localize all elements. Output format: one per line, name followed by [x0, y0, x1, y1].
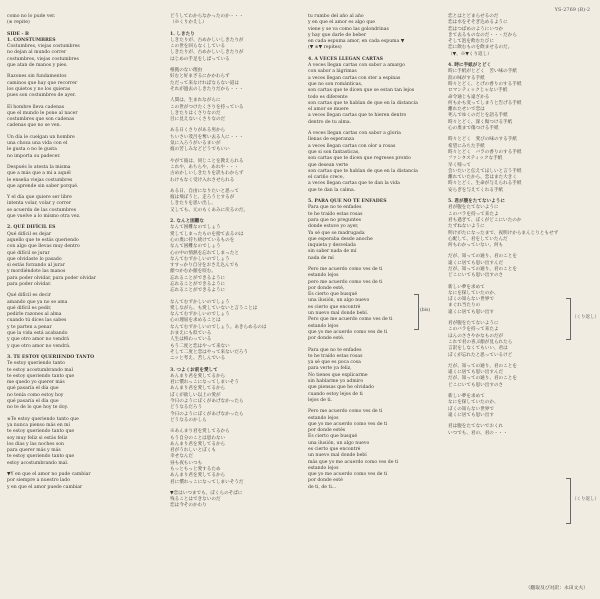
lyric-line: 君も過ぎて、ぼくがどこにいたのか	[448, 217, 522, 223]
lyric-line: そして二度と恋はやって来ないだろう	[170, 349, 249, 355]
song-title: 5. PARA QUE NO TE ENFADES	[308, 199, 387, 205]
lyric-line: なんて困難なのでしょう	[170, 244, 221, 250]
lyric-line: ▼Y en que el amor no pude cambiar	[7, 472, 91, 477]
lyric-line: しきたりが、古めかしいしきたりが	[170, 37, 244, 43]
lyric-line: que piensas que he olvidado	[308, 385, 374, 391]
lyric-line: 愛しながら、も愛していないと言うことは	[170, 305, 258, 311]
lyric-line: もっともっと愛するため	[170, 467, 221, 472]
lyric-line: no dejan al mundo correr	[7, 50, 67, 56]
lyric-line: con algo que llevas muy dentro	[7, 244, 80, 250]
song-title: 4. A VECES LLEGAN CARTAS	[308, 56, 383, 62]
lyric-line: 何もわかっていない、何も	[448, 243, 504, 249]
lyric-line: una choza una vida con el	[7, 141, 68, 147]
lyric-line: それが過去のしきたりだから・・・	[170, 86, 244, 92]
lyric-line: ぼくが欲しい以上の愛が	[170, 392, 221, 398]
lyric-line: estoy acostumbrando mal.	[7, 460, 69, 466]
lyric-line: que te dan la calma.	[308, 187, 356, 193]
lyric-line: どこにいても思い出すのさ	[448, 273, 504, 279]
lyric-line: costumbres, viejas costumbres	[7, 56, 79, 62]
lyric-line: 早く帰って	[448, 162, 471, 168]
lyric-line: no te de lo que hoy te doy.	[7, 405, 69, 411]
lyric-line: 幸せなんだ	[170, 454, 193, 460]
lyric-line: son cartas que te hablan de que en la distancia	[308, 168, 418, 174]
column-japanese-2	[448, 14, 593, 442]
lyric-line: Después lo atesta la misma	[7, 164, 71, 170]
lyric-line: 人間は、生まれながらに	[170, 98, 221, 104]
lyric-line: no importa su padecer.	[7, 153, 61, 159]
lyric-line: donde estuve yo ayer,	[308, 224, 359, 230]
lyric-line: だが、知っての通り、君のことを	[448, 266, 517, 272]
lyric-line: y hay que darle de beber	[308, 32, 367, 38]
lyric-line: son cartas que te dicen que se estan tan lejos	[308, 88, 415, 94]
song-title: 1. CONSTUMBRES	[7, 37, 56, 43]
repeat-label-1: （くり返し）	[572, 315, 599, 320]
stanza-gap	[170, 510, 298, 515]
lyric-line: sin hablarme yo admiro	[308, 379, 364, 385]
lyric-line: ある日くさりがある男から	[170, 128, 226, 134]
lyric-line: このバラを持って来たよ	[448, 211, 499, 217]
lyric-line: なんてむずかしいのでしょう	[170, 312, 230, 318]
lyric-line: una ilusión, un algo nuevo	[308, 440, 370, 446]
bis-label: (bis)	[420, 308, 431, 313]
lyric-line: どうなるだろう	[170, 405, 203, 411]
lyric-line: なにを探していたのか、	[448, 290, 499, 296]
lyric-line: Es cierto que busqué	[308, 434, 358, 440]
lyric-line: y te parten a penar	[7, 324, 52, 330]
lyric-line: es cierto que encontré	[308, 304, 361, 310]
lyric-line: 気に入ろうがいるまいが	[170, 141, 221, 147]
lyric-line: te estoy queriendo tanto que	[7, 373, 75, 379]
lyric-line: 恋はつばめのようにいつか	[448, 26, 504, 32]
lyric-line: 彼の苦しみなどどうでもいい	[170, 147, 230, 153]
lyric-line: 時々とどく 愛びの味のする手紙	[448, 137, 517, 143]
lyric-line: ぼくの知らない世界で	[448, 406, 494, 412]
lyric-line: 遠くに居ても思い出すんだ	[448, 260, 504, 266]
lyric-line: 心の奥まで傷つける手紙	[448, 126, 499, 132]
lyric-line: pero me acuerdo como ves de ti	[308, 279, 383, 285]
lyric-line: 君が腹をたてないように	[448, 321, 499, 327]
lyric-line: una ilusión, un algo nuevo	[308, 298, 370, 304]
lyric-line: (※ repite)	[7, 20, 30, 26]
lyric-line: ロマンティックじゃない手紙	[448, 88, 508, 94]
repeat-bracket-2	[566, 478, 571, 524]
lyric-line: estando lejos	[308, 465, 339, 471]
lyric-line: 離れていたから、恋はまた大きく	[448, 175, 517, 181]
lyric-line: 君がうれしいとぼくも	[170, 448, 216, 454]
lyric-line: dentro de tu alma.	[308, 119, 352, 125]
lyric-line: aquello que te estás queriendo	[7, 237, 79, 243]
lyric-line: すすっかり自分をおさえ込んでも	[170, 263, 239, 269]
lyric-line: ぼくが忘れたと思っているけど	[448, 352, 513, 358]
lyric-line: 目に見えないくさりなのだ	[170, 117, 226, 123]
stanza-gap	[308, 491, 436, 496]
lyric-line: 君に慣れっこになってしまいそうだ	[170, 479, 244, 485]
lyric-line: Ya sé que se madrugada	[308, 230, 365, 236]
lyric-line: 遠くに居ても思い出す	[448, 412, 494, 418]
lyric-line: 心の奥に持ち続けているものを	[170, 237, 235, 243]
lyric-line: 根拠のない理由	[170, 68, 203, 74]
lyric-line: por siempre a nuestro lado	[7, 478, 70, 484]
lyric-line: lejos de ti.	[308, 397, 333, 403]
lyric-line: de ti, de ti...	[308, 484, 337, 490]
lyric-line: inquieta y desvelada	[308, 243, 356, 249]
lyric-line: que desean verte	[308, 162, 349, 168]
lyric-line: やがて彼は、同じことを教えられる	[170, 158, 244, 164]
lyric-line: ※あんまり君を愛してるから	[170, 429, 230, 435]
bis-bracket	[414, 294, 419, 330]
lyric-line: que no son románticas,	[308, 81, 363, 87]
lyric-line: me quedo yo querer más	[7, 380, 65, 386]
lyric-line: A veces llegan cartas con sabor a gloria	[308, 131, 401, 137]
lyric-line: 忘れることができるように	[170, 275, 226, 281]
lyric-line: llenas de esperanza	[308, 137, 355, 143]
lyric-line: 忘れることができるように	[170, 281, 226, 287]
catalog-number: YS-2769 (B)-2	[554, 7, 590, 13]
stanza-gap	[448, 437, 593, 442]
lyric-line: もう二度と恋はやって来ない	[170, 343, 230, 349]
lyric-line: これで君の喜ぶ顔が見られたら	[448, 339, 513, 345]
lyric-line: viene y se va como las golondrinas	[308, 26, 389, 32]
lyric-line: por donde esté	[308, 478, 343, 484]
repeat-label-2: （くり返し）	[572, 497, 599, 502]
lyric-line: en cada espuma amor, en cada espuma ▼	[308, 39, 405, 45]
lyric-line: caminos que hay que recorrer	[7, 80, 78, 86]
lyric-line: 何もかも変ってしまうと告げる手紙	[448, 100, 522, 106]
lyric-line: 昼も夜もいつも	[170, 460, 203, 466]
lyric-line: que yo me acuerdo como ves de ti	[308, 421, 388, 427]
lyric-line: 離れたせいで恋は	[448, 107, 485, 113]
lyric-line: (▼ ※▼ repites)	[308, 45, 342, 51]
lyric-line: que a más que a mi a aquél	[7, 171, 71, 177]
lyric-line: 言訳をしなくてもいい、君は	[448, 346, 508, 352]
lyric-line: 心の理屈を求めることは	[170, 318, 221, 324]
lyric-line: 心配して、君をしていたんだ	[448, 236, 508, 242]
song-title: 1. しきたり	[170, 31, 195, 37]
lyric-line: a veces llegan cartas con olor a rosas	[308, 143, 396, 149]
lyric-line: 恋に飲むものを飲ませるのだ。	[448, 45, 513, 51]
lyric-line: ニッと考え、苦しんでいる	[170, 356, 226, 362]
lyric-line: どこにいても思い出すのさ	[448, 382, 504, 388]
lyric-line: ya sé que es poca cosa	[308, 360, 361, 366]
lyric-line: amando que ya no se ama	[7, 299, 68, 305]
lyric-line: estando lejos	[308, 273, 339, 279]
lyric-line: el amor se muere	[308, 107, 349, 113]
lyric-line: 死んでゆくのだとを語る手紙	[448, 113, 508, 119]
lyric-line: だが、知っての通り、君のことを	[448, 363, 517, 369]
column-spanish-2	[308, 14, 436, 496]
lyric-line: Es cierto que busqué	[308, 292, 358, 298]
lyric-line: 遠くに居ても思い出すんだ	[448, 370, 504, 376]
lyric-line: 希望にみちた手紙	[448, 143, 485, 149]
lyric-line: ya nunca pienso más en mí	[7, 422, 70, 428]
lyric-line: cuando tú dices las sabes	[7, 318, 67, 324]
lyric-line: No tienes que explicarme	[308, 372, 368, 378]
lyric-line: 顔つかむか顔を咬む。	[170, 269, 216, 275]
lyric-line: nada de mí	[308, 255, 334, 261]
lyric-line: ただって来なければならない道は	[170, 80, 239, 86]
lyric-line: Pero me acuerdo como ves de ti	[308, 409, 383, 415]
lyric-line: por donde estés	[308, 428, 346, 434]
song-title: 2. QUÉ DIFÍCIL ES	[7, 225, 56, 231]
lyric-line: 残ることはできないのだ	[170, 497, 221, 503]
lyric-line: que el mundo le pone al nacer	[7, 110, 78, 116]
lyric-line: El hombre lleva cadenas	[7, 104, 65, 110]
lyric-line: はじめの手足をしばっている	[170, 56, 230, 62]
lyric-line: pues son costumbres de ayer.	[7, 93, 76, 99]
lyric-line: しきたりはくさりなのだ	[170, 110, 221, 116]
lyric-line: ※Te estoy queriendo tanto que	[7, 416, 79, 422]
lyric-line: que esperaba desde anoche	[308, 236, 373, 242]
lyric-line: 愛してしまったものを捨て去るのは	[170, 231, 244, 237]
lyric-line: あんまり君を愛してるから	[170, 473, 226, 479]
lyric-line: 今日のようにぼくがあげなかったら	[170, 411, 244, 417]
lyric-line: 新しい夢を求めて	[448, 284, 485, 290]
lyric-line: この世がつけたくさりを持っている	[170, 104, 244, 110]
column-spanish-1	[7, 14, 135, 496]
lyric-line: cadenas que no se ven.	[7, 123, 62, 129]
lyric-line: 恋は今そのかわり	[170, 503, 207, 509]
lyric-line: きて去るものなのだ・・・だから	[448, 32, 517, 38]
lyric-line: para que no preguntes	[308, 217, 361, 223]
lyric-line: te he traído estas rosas	[308, 211, 363, 217]
lyric-line: como no lo pude ver.	[7, 14, 56, 19]
lyric-line: son cartas que te dicen que regreses pronto	[308, 156, 411, 162]
lyric-line: 新しい夢を求めて	[448, 394, 485, 400]
lyric-line: しきたりを思い出し、	[170, 201, 216, 207]
lyric-line: このバラを持って来たよ	[448, 327, 499, 333]
lyric-line: なんてむずかしいのでしょう	[170, 299, 230, 305]
lyric-line: もう自分のことは思わない	[170, 435, 226, 441]
lyric-line: ▼恋はいつまでも、ぼくらのそばに	[170, 490, 243, 496]
lyric-line: だが、知っての通り、君のことを	[448, 376, 517, 382]
column-japanese-1	[170, 14, 298, 515]
lyric-line: es cierto que encontré	[308, 447, 361, 452]
lyric-line: Y el día que quiere ser libre	[7, 195, 72, 201]
translation-credit: （翻取及び対訳：永田文夫）	[525, 586, 588, 591]
lyric-line: あんまり君を愛してるから	[170, 441, 226, 447]
lyric-line: para poder olvidar, para poder olvidar	[7, 275, 96, 281]
lyric-line: だが、知っての通り、君のことを	[448, 254, 517, 260]
lyric-line: qué difícil es pedir,	[7, 305, 52, 311]
lyric-line: qué difícil se jurar	[7, 250, 50, 256]
lyric-line: más que yo me acuerdo como ves de ti	[308, 459, 399, 465]
lyric-line: y en que el amor es algo que	[308, 20, 375, 26]
lyric-line: te estoy queriendo tanto que	[7, 454, 75, 460]
lyric-line: （▼、※▼くり返し）	[448, 51, 492, 57]
lyric-line: 涙の味がする手紙	[448, 75, 485, 81]
lyric-line: 恋とはとどまらせるのだ	[448, 14, 499, 19]
lyric-line: 時々とどく バラの香りのする手紙	[448, 149, 522, 155]
lyric-line: おまえにも似ている	[170, 331, 212, 337]
lyric-line: 古めかしいしきたりを訳もわからず	[170, 171, 244, 177]
lyric-line: pedirle razones al alma	[7, 312, 62, 318]
lyric-line: que yo me acuerdo como ves de ti	[308, 472, 388, 478]
song-title: 3. つよくお前を愛して	[170, 367, 218, 373]
lyric-line: 君は腹をたてないでおくれ	[448, 424, 504, 430]
lyric-line: te estoy queriendo tanto que	[7, 429, 75, 435]
song-title: 4. 時に手紙がとどく	[448, 63, 492, 69]
lyric-line: para querer más y más	[7, 448, 61, 454]
stanza-gap	[7, 491, 135, 496]
lyric-line: 彼は飛ぼうと、走ろうとするが	[170, 195, 235, 201]
lyric-line: con sabor a lágrimas	[308, 69, 357, 75]
lyric-line: y en que el amor puede cambiar	[7, 484, 83, 490]
lyric-line: a veces llegan cartas con ster a espinas	[308, 75, 401, 81]
lyric-line: 時に手紙がとどく 苦い味の手紙	[448, 69, 517, 75]
lyric-line: 時々とどく、深く傷つける手紙	[448, 119, 513, 125]
lyric-line: y que otro amor no vendrá.	[7, 343, 71, 349]
lyric-line: costumbres que son cadenas	[7, 117, 75, 123]
lyric-line: los días y las noches son	[7, 441, 64, 447]
song-title: 5. 君が腹をたてないように	[448, 199, 505, 205]
lyric-line: te he traído estas rosas	[308, 353, 363, 359]
lyric-line: Qué difícil es decir	[7, 293, 51, 299]
lyric-line: 時々とどく、とげの香りのする手紙	[448, 81, 522, 87]
lyric-line: si estás forzando al jurar	[7, 263, 65, 269]
lyric-line: ちいさい茂呂を奪い去る人に・・・	[170, 134, 244, 140]
lyric-line: なんてむずかしいのでしょう。あきらめるのは	[170, 324, 267, 330]
song-title: 2. なんと困難な	[170, 219, 204, 225]
lyric-line: que atan de manos y pies.	[7, 63, 68, 69]
lyric-line: どうなるのかしら	[170, 417, 207, 423]
lyric-line: そして泡を飲むたびに	[448, 39, 494, 45]
lyric-line: しきたりが、古めかしいしきたりが	[170, 50, 244, 56]
song-title: 3. TE ESTOY QUERIENDO TANTO	[7, 354, 95, 360]
lyric-line: tu rumbo del año al año	[308, 14, 364, 19]
lyric-line: 遠くに居ても思い出す	[448, 309, 494, 315]
lyric-line: que la vida está acabando	[7, 331, 68, 337]
lyric-line: ファンタスティックな手紙	[448, 156, 503, 162]
lyric-line: soy muy feliz si estás feliz	[7, 435, 68, 441]
lyric-line: 会いたいと伝えてほしいと言う手紙	[448, 168, 522, 174]
lyric-line: que olvidaste lo pasado	[7, 256, 62, 262]
lyric-line: son cartas que te hablan de que en la distancia	[308, 100, 418, 106]
lyric-line: a veces llegan cartas que te hieren dentro	[308, 113, 407, 119]
lyric-line: ほんのささやかなものだが	[448, 333, 504, 339]
lyric-line: Para que no te enfades	[308, 347, 362, 353]
lyric-line: y que otro amor no vendrá	[7, 337, 70, 343]
lyric-line: 忘れることができるように	[170, 288, 226, 294]
lyric-line: いつでも、君の、君の・・・	[448, 430, 508, 436]
lyric-line: le enseña viejas costumbres	[7, 177, 73, 183]
lyric-line: ぼくの知らない世界で	[448, 297, 494, 303]
lyric-line: por donde esté.	[308, 336, 345, 342]
lyric-line: Para que no te enfades	[308, 205, 362, 211]
lyric-line: Costumbres, viejas costumbres	[7, 44, 80, 50]
lyric-line: sin saber nada de mí	[308, 249, 357, 255]
lyric-line: 心の中の情熱を忘れてしまったと	[170, 250, 239, 256]
lyric-line: A veces llegan cartas con sabor a amargo	[308, 63, 406, 69]
lyric-line: y mordiéndote las manos	[7, 269, 66, 275]
lyric-line: le gusta o no le gusta	[7, 147, 57, 153]
lyric-line: なんてむずかしいのでしょう	[170, 256, 230, 262]
lyric-line: un nuevo mal donde bebí	[308, 453, 367, 459]
lyric-line: 安らぎを与えてくれる手紙	[448, 187, 504, 193]
lyric-line: que yo me acuerdo como ves de ti	[308, 329, 388, 335]
lyric-line: 好むと好まざるにかかわらず	[170, 74, 230, 80]
lyric-line: 又しても、元のもくあみに戻るのだ。	[170, 207, 249, 213]
lyric-line: no tenía como estoy hoy	[7, 392, 64, 398]
lyric-line: これや、あちらや、あれや・・・	[170, 164, 239, 170]
lyric-line: qué pasaría el día que	[7, 386, 59, 392]
lyric-line: para verte ya feliz,	[308, 366, 352, 372]
lyric-line: intenta volar, volar y correr	[7, 201, 72, 207]
lyric-line: （※くりかえし）	[170, 20, 207, 26]
lyric-line: estando lejos	[308, 323, 339, 329]
lyric-line: 君が腹をたてないように	[448, 205, 499, 211]
lyric-line: ある日、自由になりたいと思って	[170, 188, 239, 194]
lyric-line: para poder olvidar.	[7, 281, 52, 287]
lyric-line: te estoy acostumbrando mal	[7, 367, 73, 373]
lyric-line: 人生は終わっている	[170, 337, 212, 343]
lyric-line: cuando estoy lejos de ti	[308, 391, 363, 397]
lyric-line: los quietos y no los quieras	[7, 86, 71, 92]
lyric-line: Razones sin fundamentos	[7, 74, 67, 80]
lyric-line: あんまり君を愛してるから	[170, 373, 226, 379]
side-label: SIDE - B	[7, 31, 29, 37]
repeat-bracket-1	[566, 298, 571, 340]
lyric-line: Qué difícil es dejar	[7, 231, 52, 237]
lyric-line: un nuevo mal donde bebí.	[308, 311, 369, 317]
lyric-line: わけもなく受け入れさせられる	[170, 177, 235, 183]
lyric-line: 君に慣れっこになってしまいそう	[170, 380, 239, 386]
lyric-line: 時々とどく、生命が与えられる手紙	[448, 181, 522, 187]
lyric-line: 明けがたになったまで、夜明けからまんじりともせず	[448, 230, 559, 236]
lyric-line: 恋は水をそそぎ込めるように	[448, 20, 508, 26]
lyric-line: Un día le cuelgan un hombre	[7, 134, 75, 140]
lyric-line: まぐれ当たりの	[448, 303, 481, 309]
lyric-line: a veces llegan cartas que te dan la vida	[308, 181, 400, 187]
lyric-line: el cariño crece,	[308, 175, 345, 181]
lyric-line: que aprende sin saber porqué.	[7, 183, 79, 189]
lyric-line: por donde esté,	[308, 285, 345, 291]
lyric-line: Te estoy queriendo tanto	[7, 361, 65, 367]
lyric-line: なんて困難なのでしょう	[170, 225, 221, 231]
lyric-line: あんまり君を愛してるから	[170, 386, 226, 392]
lyric-line: se acuerda de las costumbres	[7, 207, 77, 213]
lyric-line: Pero que me acuerdo como ves de ti	[308, 317, 393, 323]
lyric-line: estando lejos	[308, 415, 339, 421]
lyric-line: どうしてわからなかったのか・・・	[170, 14, 244, 19]
lyric-line: Pero me acuerdo como ves de ti	[308, 266, 383, 272]
lyric-line: この世を回らなくしている	[170, 44, 226, 50]
lyric-line: que si son fantasticas,	[308, 149, 360, 155]
lyric-line: qué pasaría el día que	[7, 399, 59, 405]
lyric-line: 今日のようにぼくがあげなかったら	[170, 399, 244, 405]
lyric-line: todo es diferente	[308, 94, 348, 100]
lyric-line: なにを探していたのか、	[448, 400, 499, 406]
lyric-line: que vuelve a lo mismo otra vez.	[7, 214, 81, 220]
lyric-line: たずねないように	[448, 224, 485, 230]
lyric-line: 命令通じも遠ざかる	[448, 94, 490, 100]
